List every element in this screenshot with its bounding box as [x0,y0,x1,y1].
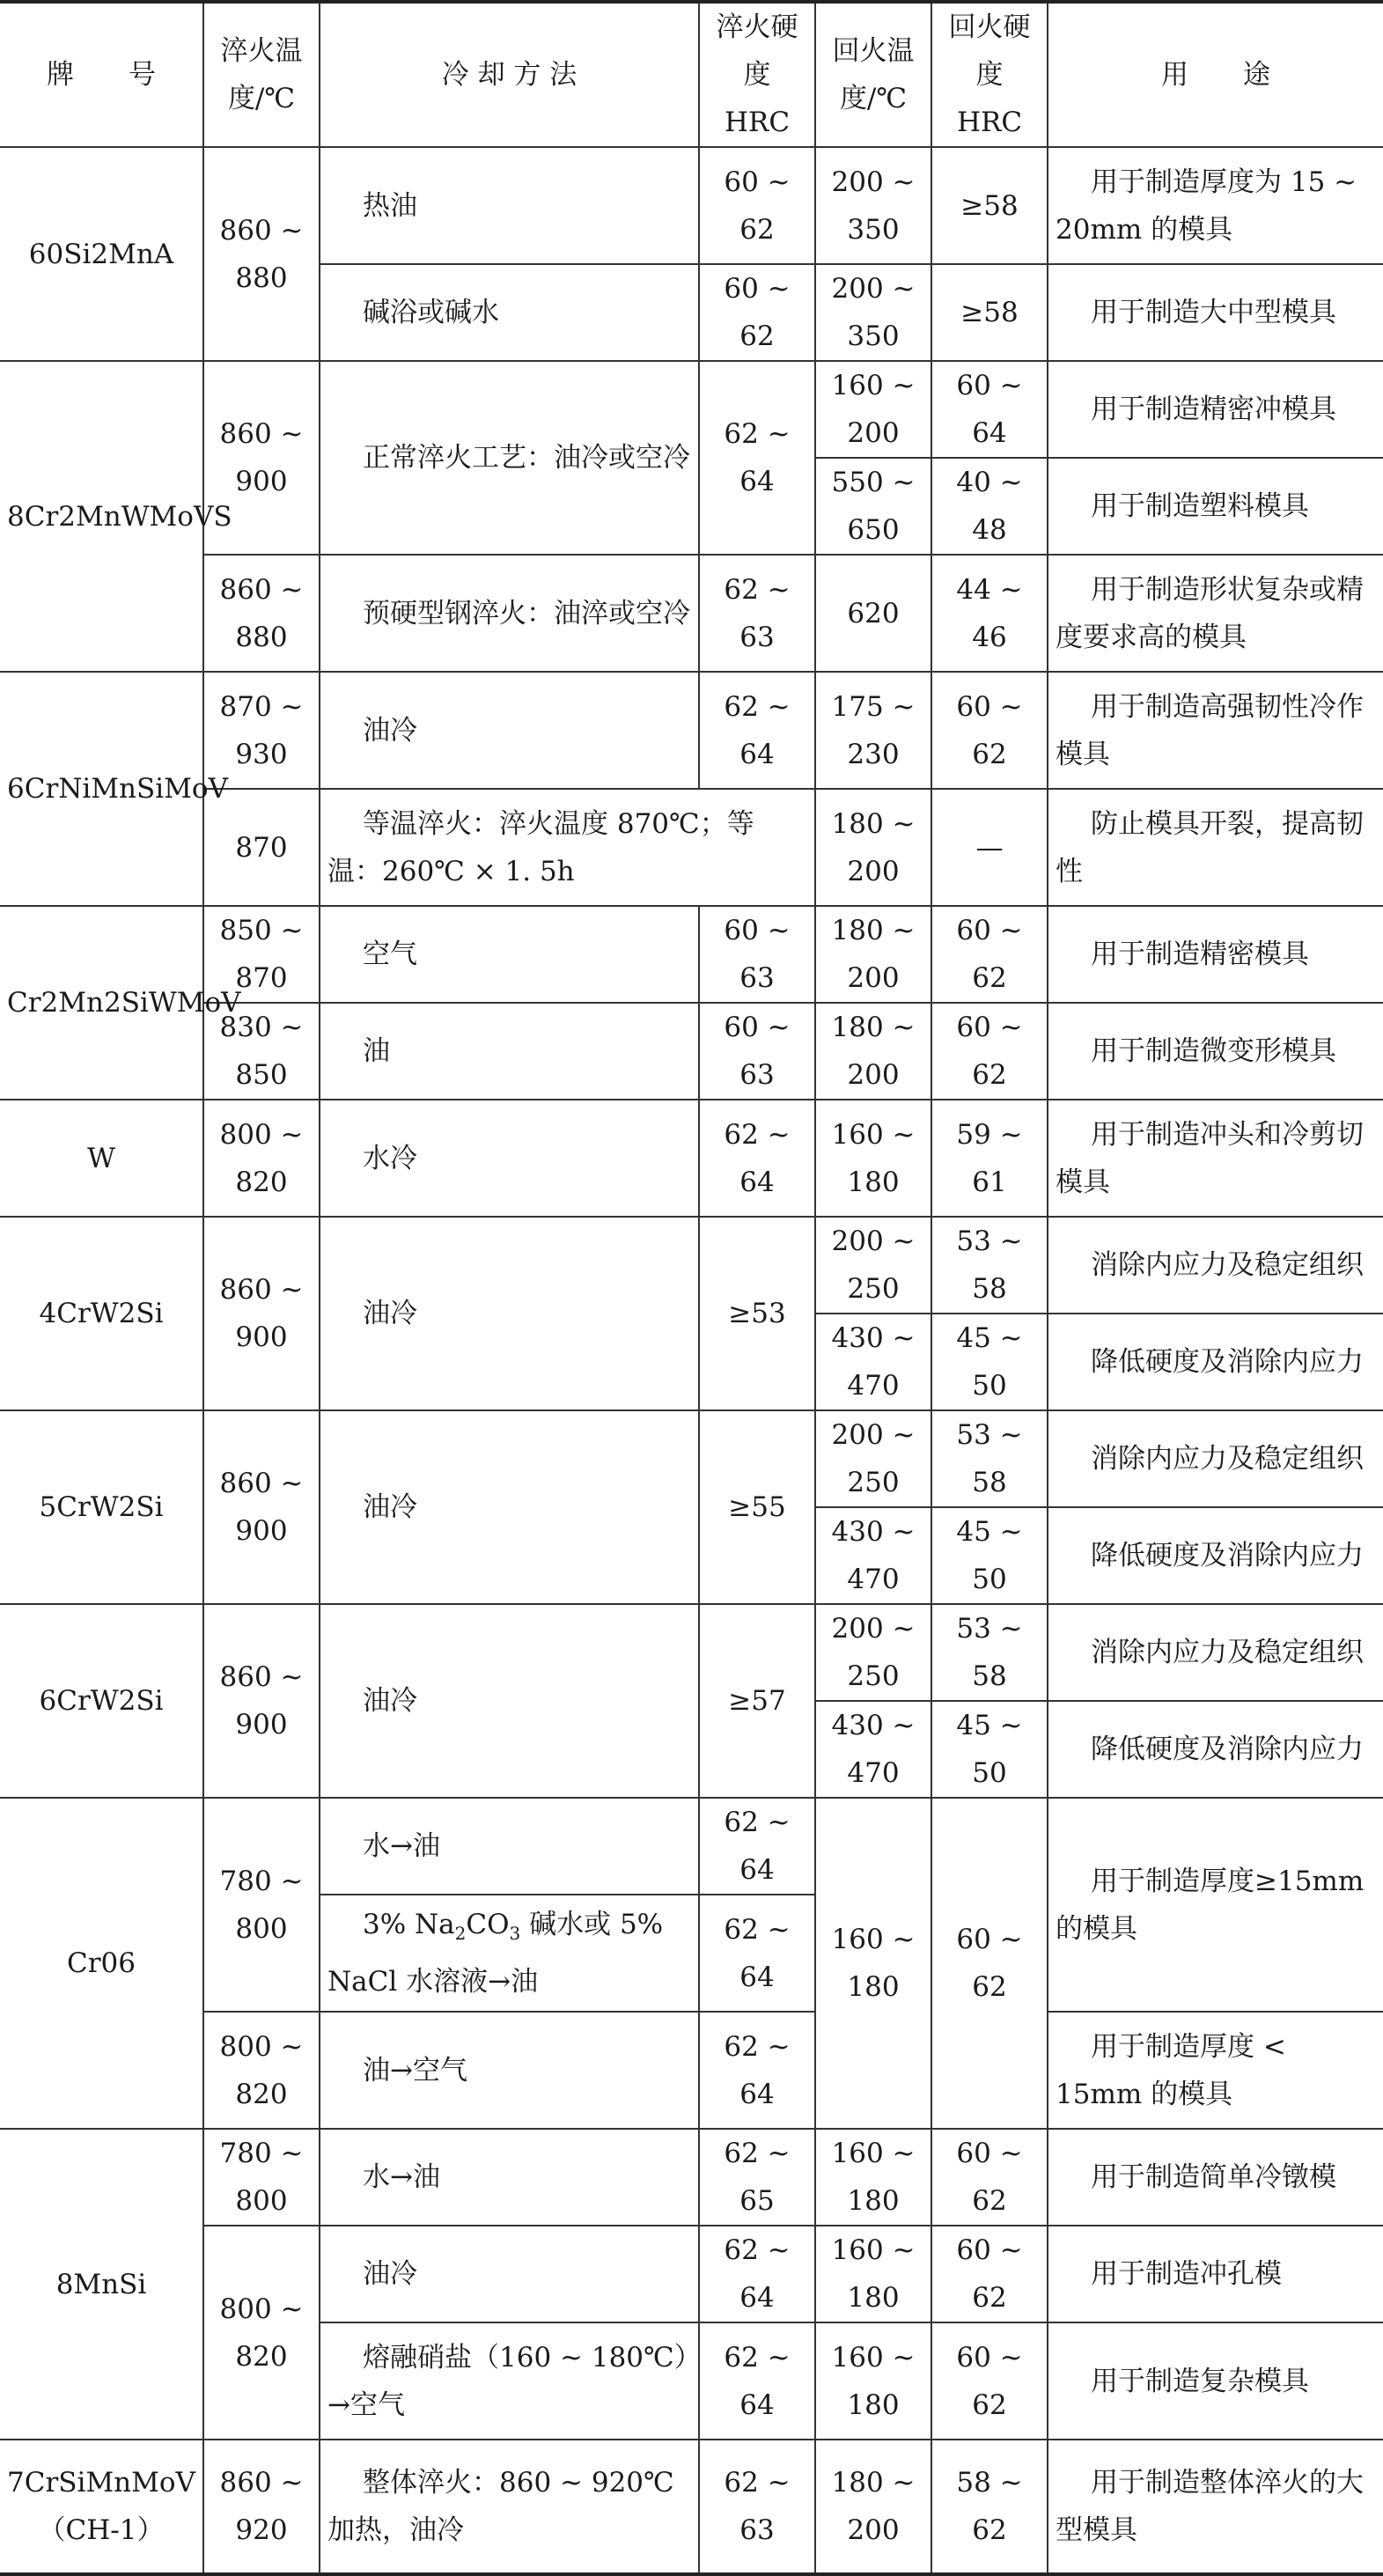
quench-temp-cell: 780 ~ 800 [203,2129,320,2226]
cooling-text-c: 碱水或 5% NaCl 水溶液→油 [327,1909,664,1998]
usage-cell: 降低硬度及消除内应力 [1048,1701,1383,1798]
usage-cell: 用于制造塑料模具 [1048,458,1383,555]
usage-cell: 用于制造复杂模具 [1048,2322,1383,2440]
quench-temp-cell: 860 ~ 880 [203,147,320,361]
cooling-text-b: CO [466,1909,510,1941]
subscript-2: 2 [454,1923,467,1945]
usage-cell: 用于制造大中型模具 [1048,264,1383,361]
table-row [0,555,1383,672]
temper-hardness-cell: 60 ~ 62 [931,1003,1048,1100]
temper-hardness-cell: 53 ~ 58 [931,1410,1048,1507]
temper-hardness-cell: ≥58 [931,264,1048,361]
table-row [0,1410,1383,1507]
header-cooling-method: 冷 却 方 法 [320,2,699,147]
quench-hardness-cell: 60 ~ 63 [699,1003,815,1100]
cooling-cell: 油 [320,1003,699,1100]
temper-temp-cell: 200 ~ 350 [815,147,931,264]
table-row [0,2440,1383,2574]
temper-hardness-cell: — [931,789,1048,906]
table-row [0,2226,1383,2322]
usage-cell: 防止模具开裂，提高韧性 [1048,789,1383,906]
table-row [0,2129,1383,2226]
temper-hardness-cell: 45 ~ 50 [931,1701,1048,1798]
table-row [0,1217,1383,1314]
usage-cell: 用于制造厚度 < 15mm 的模具 [1048,2012,1383,2129]
brand-cell: 60Si2MnA [0,147,203,361]
table-row [0,906,1383,1003]
temper-temp-cell: 160 ~ 200 [815,361,931,458]
quench-hardness-cell: 60 ~ 62 [699,264,815,361]
usage-cell: 消除内应力及稳定组织 [1048,1410,1383,1507]
subscript-3: 3 [509,1923,521,1945]
temper-hardness-cell: 40 ~ 48 [931,458,1048,555]
temper-temp-cell: 430 ~ 470 [815,1701,931,1798]
quench-temp-cell: 860 ~ 880 [203,555,320,672]
header-row [0,2,1383,147]
usage-cell: 降低硬度及消除内应力 [1048,1507,1383,1604]
usage-cell: 降低硬度及消除内应力 [1048,1314,1383,1410]
temper-temp-cell: 200 ~ 250 [815,1410,931,1507]
cooling-cell [320,1895,699,2012]
usage-cell: 用于制造厚度≥15mm 的模具 [1048,1798,1383,2012]
quench-hardness-cell: 62 ~ 64 [699,1100,815,1217]
cooling-cell: 油→空气 [320,2012,699,2129]
header-temper-temp: 回火温度/℃ [815,2,931,147]
quench-temp-cell: 860 ~ 900 [203,361,320,555]
temper-hardness-cell: 60 ~ 62 [931,672,1048,789]
temper-temp-cell: 160 ~ 180 [815,2226,931,2322]
cooling-cell: 碱浴或碱水 [320,264,699,361]
brand-cell: 5CrW2Si [0,1410,203,1604]
quench-temp-cell: 860 ~ 920 [203,2440,320,2574]
temper-temp-cell: 175 ~ 230 [815,672,931,789]
temper-temp-cell: 200 ~ 350 [815,264,931,361]
quench-hardness-cell: 62 ~ 64 [699,2012,815,2129]
quench-temp-cell: 860 ~ 900 [203,1604,320,1798]
quench-hardness-cell: 62 ~ 65 [699,2129,815,2226]
temper-temp-cell: 180 ~ 200 [815,906,931,1003]
usage-cell: 消除内应力及稳定组织 [1048,1217,1383,1314]
quench-temp-cell: 870 ~ 930 [203,672,320,789]
header-temper-hardness: 回火硬度 HRC [931,2,1048,147]
temper-hardness-cell: ≥58 [931,147,1048,264]
usage-cell: 用于制造精密冲模具 [1048,361,1383,458]
cooling-cell: 水→油 [320,1798,699,1895]
quench-temp-cell: 860 ~ 900 [203,1410,320,1604]
table-row [0,361,1383,458]
temper-temp-cell: 180 ~ 200 [815,789,931,906]
brand-cell: Cr06 [0,1798,203,2129]
table-row [0,672,1383,789]
header-usage: 用 途 [1048,2,1383,147]
temper-hardness-cell: 59 ~ 61 [931,1100,1048,1217]
temper-hardness-cell: 53 ~ 58 [931,1217,1048,1314]
brand-cell: 7CrSiMnMoV（CH-1） [0,2440,203,2574]
quench-hardness-cell: 62 ~ 64 [699,361,815,555]
temper-temp-cell: 180 ~ 200 [815,1003,931,1100]
table-row [0,1798,1383,1895]
brand-cell: 4CrW2Si [0,1217,203,1410]
quench-hardness-cell: 62 ~ 64 [699,2322,815,2440]
temper-hardness-cell: 58 ~ 62 [931,2440,1048,2574]
quench-hardness-cell: 62 ~ 63 [699,2440,815,2574]
temper-hardness-cell: 53 ~ 58 [931,1604,1048,1701]
quench-hardness-cell: 62 ~ 64 [699,672,815,789]
cooling-cell: 油冷 [320,672,699,789]
brand-cell: 8MnSi [0,2129,203,2440]
temper-temp-cell: 160 ~ 180 [815,2129,931,2226]
brand-cell: Cr2Mn2SiWMoV [0,906,203,1100]
header-quench-hardness: 淬火硬度 HRC [699,2,815,147]
cooling-cell: 水→油 [320,2129,699,2226]
temper-temp-cell: 200 ~ 250 [815,1604,931,1701]
temper-temp-cell: 200 ~ 250 [815,1217,931,1314]
quench-temp-cell: 860 ~ 900 [203,1217,320,1410]
cooling-cell: 热油 [320,147,699,264]
quench-hardness-cell: 62 ~ 64 [699,1798,815,1895]
quench-hardness-cell: ≥57 [699,1604,815,1798]
brand-cell: 6CrW2Si [0,1604,203,1798]
brand-cell: 6CrNiMnSiMoV [0,672,203,906]
quench-temp-cell: 830 ~ 850 [203,1003,320,1100]
cooling-cell: 正常淬火工艺：油冷或空冷 [320,361,699,555]
temper-hardness-cell: 45 ~ 50 [931,1314,1048,1410]
quench-hardness-cell: 62 ~ 63 [699,555,815,672]
temper-hardness-cell: 45 ~ 50 [931,1507,1048,1604]
header-brand: 牌 号 [0,2,203,147]
cooling-cell: 熔融硝盐（160 ~ 180℃）→空气 [320,2322,699,2440]
cooling-cell: 等温淬火：淬火温度 870℃；等温：260℃ × 1. 5h [320,789,815,906]
temper-hardness-cell: 44 ~ 46 [931,555,1048,672]
temper-temp-cell: 620 [815,555,931,672]
quench-temp-cell: 800 ~ 820 [203,1100,320,1217]
quench-temp-cell: 780 ~ 800 [203,1798,320,2012]
usage-cell: 用于制造厚度为 15 ~ 20mm 的模具 [1048,147,1383,264]
cooling-cell: 油冷 [320,2226,699,2322]
brand-cell: 8Cr2MnWMoVS [0,361,203,672]
temper-temp-cell: 160 ~ 180 [815,2322,931,2440]
quench-temp-cell: 800 ~ 820 [203,2226,320,2440]
temper-hardness-cell: 60 ~ 62 [931,2129,1048,2226]
quench-hardness-cell: ≥55 [699,1410,815,1604]
temper-hardness-cell: 60 ~ 64 [931,361,1048,458]
quench-hardness-cell: ≥53 [699,1217,815,1410]
temper-temp-cell: 160 ~ 180 [815,1798,931,2129]
table-row [0,1100,1383,1217]
usage-cell: 用于制造高强韧性冷作模具 [1048,672,1383,789]
table-row [0,2012,1383,2129]
cooling-cell: 水冷 [320,1100,699,1217]
brand-cell: W [0,1100,203,1217]
usage-cell: 用于制造微变形模具 [1048,1003,1383,1100]
table-row [0,1604,1383,1701]
temper-hardness-cell: 60 ~ 62 [931,906,1048,1003]
quench-hardness-cell: 62 ~ 64 [699,2226,815,2322]
quench-temp-cell: 870 [203,789,320,906]
quench-hardness-cell: 62 ~ 64 [699,1895,815,2012]
header-quench-temp: 淬火温度/℃ [203,2,320,147]
quench-hardness-cell: 60 ~ 63 [699,906,815,1003]
usage-cell: 用于制造简单冷镦模 [1048,2129,1383,2226]
usage-cell: 用于制造精密模具 [1048,906,1383,1003]
temper-temp-cell: 550 ~ 650 [815,458,931,555]
cooling-cell: 油冷 [320,1604,699,1798]
cooling-cell: 空气 [320,906,699,1003]
temper-temp-cell: 160 ~ 180 [815,1100,931,1217]
temper-temp-cell: 430 ~ 470 [815,1507,931,1604]
cooling-text-a: 3% Na [363,1909,455,1941]
usage-cell: 消除内应力及稳定组织 [1048,1604,1383,1701]
usage-cell: 用于制造冲头和冷剪切模具 [1048,1100,1383,1217]
quench-temp-cell: 800 ~ 820 [203,2012,320,2129]
cooling-cell: 油冷 [320,1217,699,1410]
temper-hardness-cell: 60 ~ 62 [931,1798,1048,2129]
temper-hardness-cell: 60 ~ 62 [931,2226,1048,2322]
temper-temp-cell: 430 ~ 470 [815,1314,931,1410]
table-row [0,147,1383,264]
usage-cell: 用于制造整体淬火的大型模具 [1048,2440,1383,2574]
cooling-cell: 整体淬火：860 ~ 920℃ 加热，油冷 [320,2440,699,2574]
temper-temp-cell: 180 ~ 200 [815,2440,931,2574]
temper-hardness-cell: 60 ~ 62 [931,2322,1048,2440]
usage-cell: 用于制造形状复杂或精度要求高的模具 [1048,555,1383,672]
quench-temp-cell: 850 ~ 870 [203,906,320,1003]
cooling-cell: 油冷 [320,1410,699,1604]
usage-cell: 用于制造冲孔模 [1048,2226,1383,2322]
quench-hardness-cell: 60 ~ 62 [699,147,815,264]
cooling-cell: 预硬型钢淬火：油淬或空冷 [320,555,699,672]
